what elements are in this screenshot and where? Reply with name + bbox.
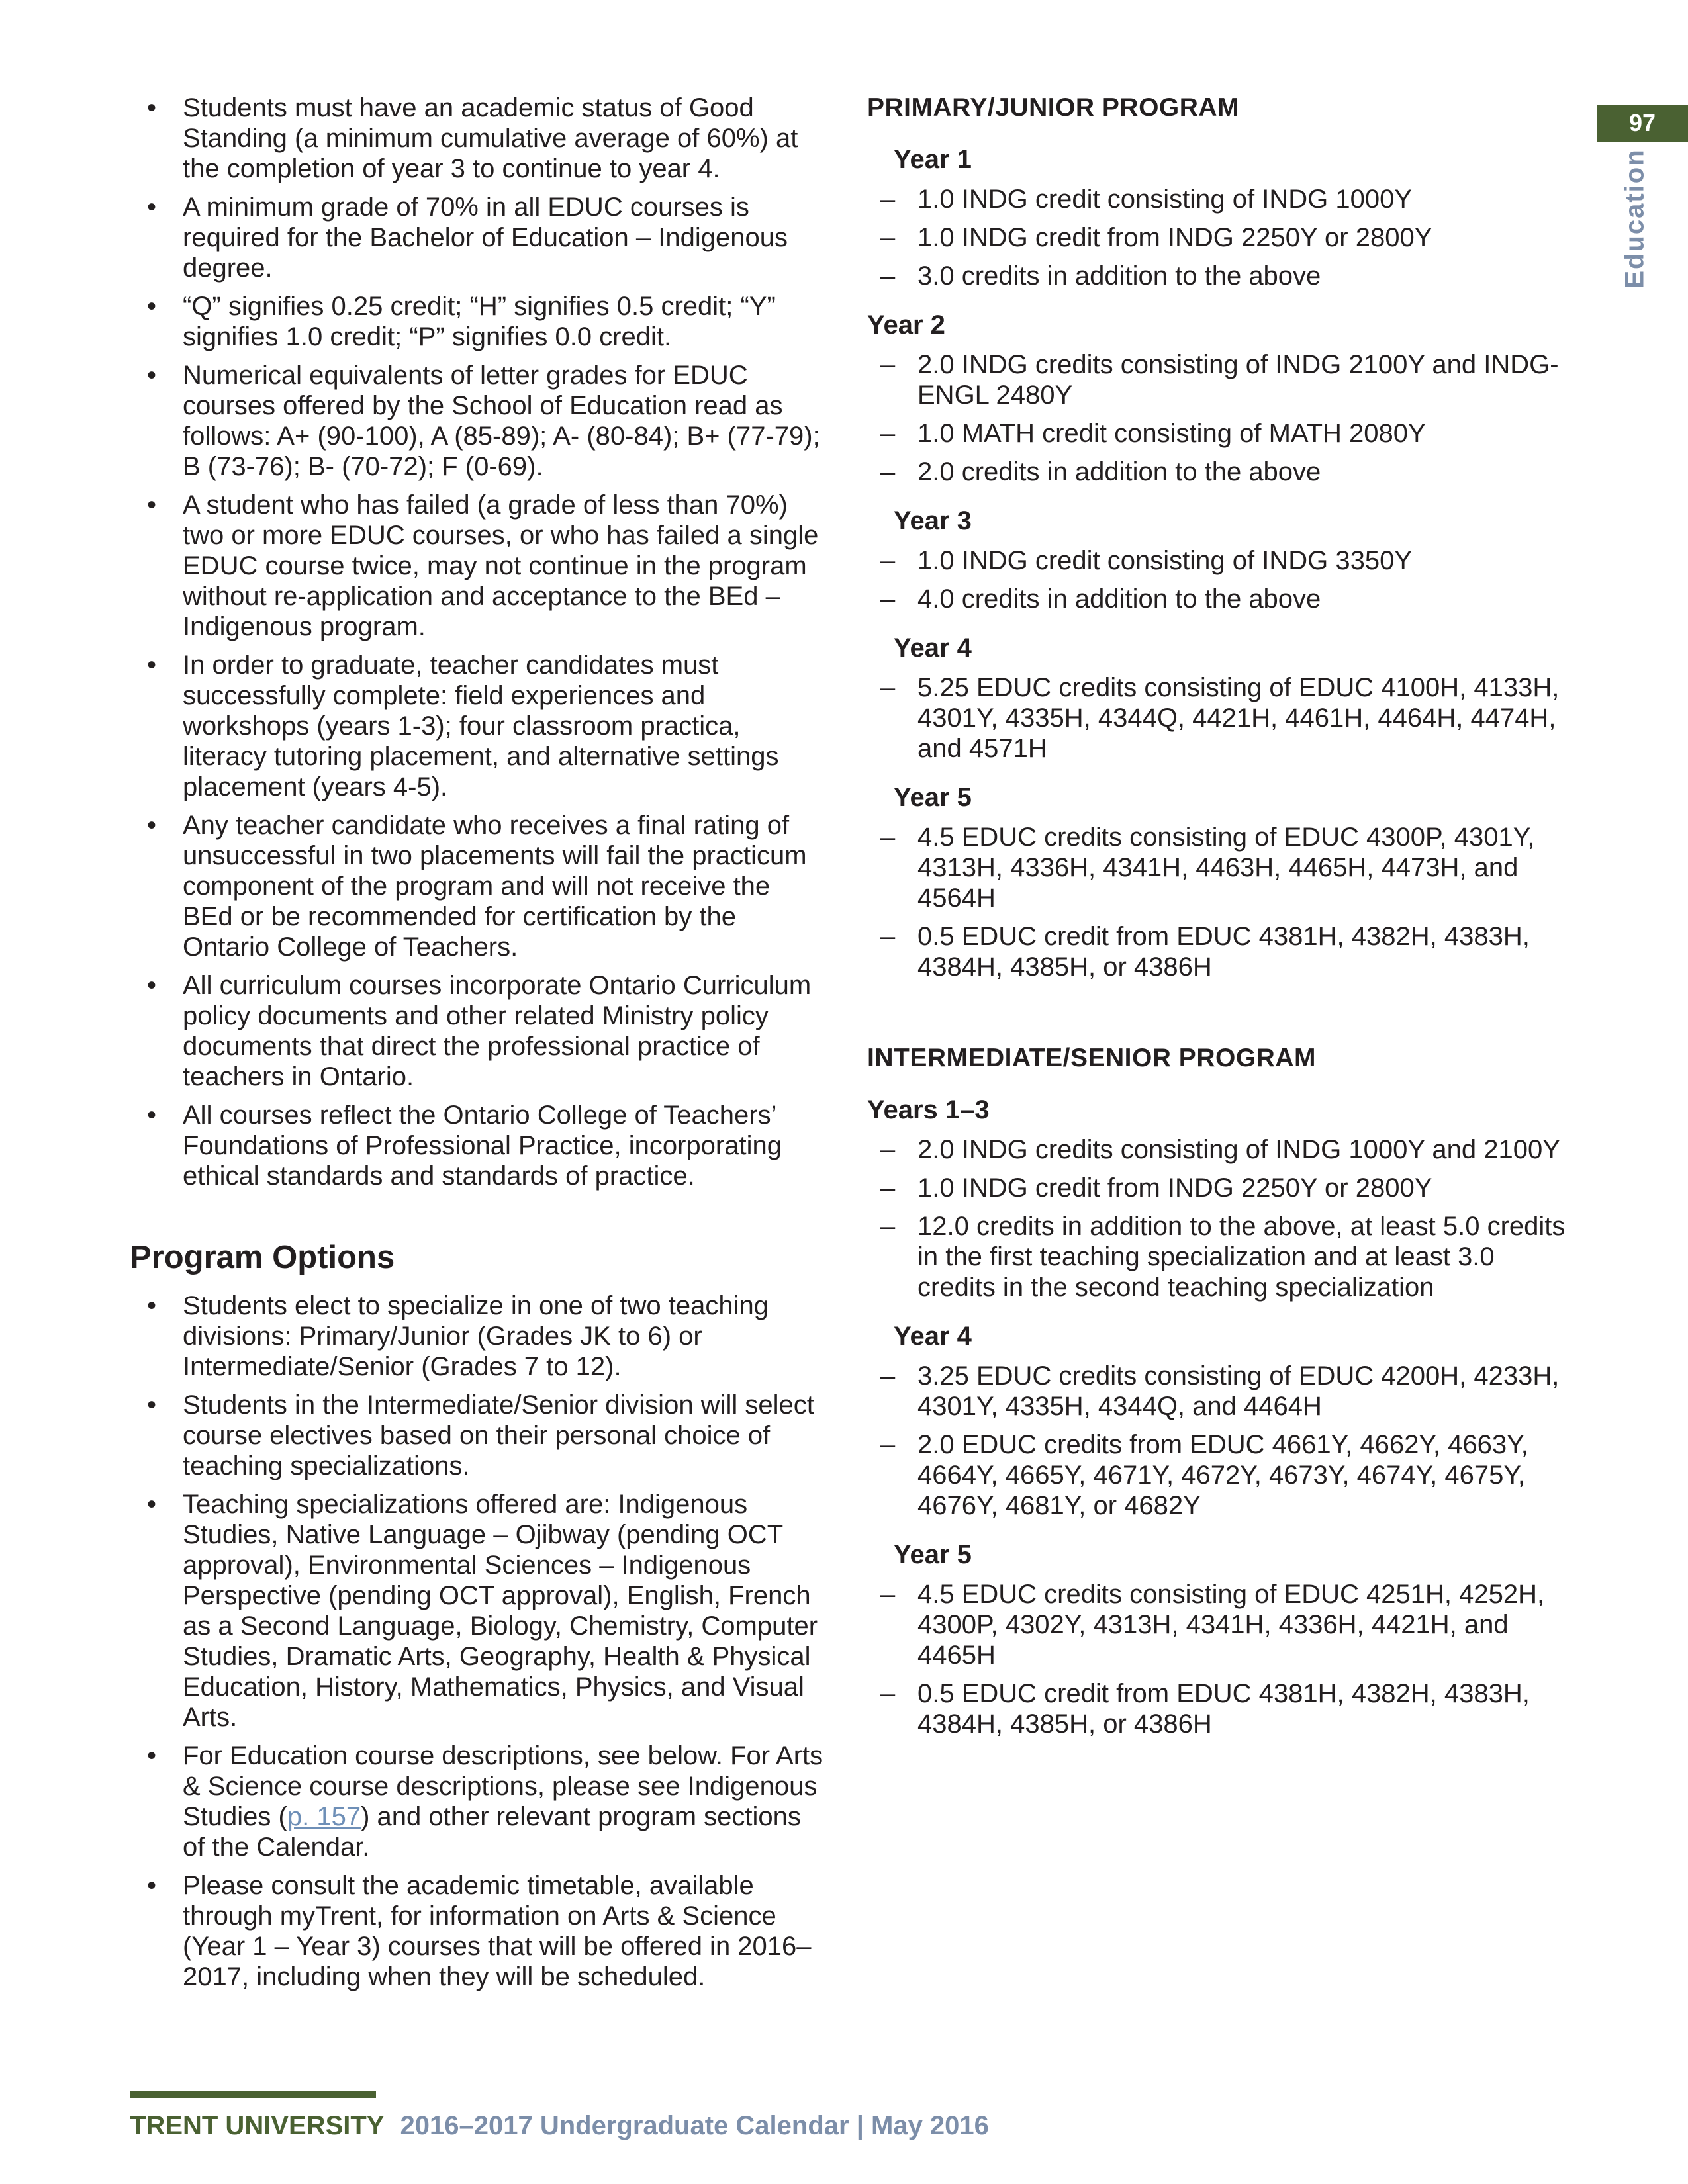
is-years-1-3-list [867,1134,1569,1302]
page-number: 97 [1597,105,1688,142]
list-item: – 5.25 EDUC credits consisting of EDUC 4100H, 4133H, 4301Y, 4335H, 4344Q, 4421H, 4461H, 4464H, 4474H, and 4571H [867,672,1569,764]
list-item: • Please consult the academic timetable, available through myTrent, for information on Arts & Science (Year 1 – Year 3) courses that will be offered in 2016–2017, including when they will be scheduled. [130,1870,825,1992]
footer-rule [130,2091,376,2098]
list-item: • Any teacher candidate who receives a final rating of unsuccessful in two placements will fail the practicum component of the program and will not receive the BEd or be recommended for certification by the Ontario College of Teachers. [130,810,825,962]
indigenous-studies-page-link[interactable]: p. 157 [287,1802,361,1831]
list-item: • All curriculum courses incorporate Ontario Curriculum policy documents and other related Ministry policy documents that direct the professional practice of teachers in Ontario. [130,970,825,1092]
list-item: – 3.25 EDUC credits consisting of EDUC 4200H, 4233H, 4301Y, 4335H, 4344Q, and 4464H [867,1361,1569,1422]
program-options-list [130,1291,825,1992]
left-column [130,93,825,2000]
list-item: – 2.0 INDG credits consisting of INDG 1000Y and 2100Y [867,1134,1569,1165]
list-item: – 2.0 EDUC credits from EDUC 4661Y, 4662Y, 4663Y, 4664Y, 4665Y, 4671Y, 4672Y, 4673Y, 4674Y, 4675Y, 4676Y, 4681Y, or 4682Y [867,1430,1569,1521]
is-year-4-heading: Year 4 [894,1322,972,1351]
pj-year-1-heading: Year 1 [894,145,972,174]
pj-year-4-list [867,672,1569,764]
right-column [867,93,1569,1758]
desc-text-before: For Education course descriptions, see below. For Arts & Science course descriptions, please see Indigenous Studies ( [183,1741,823,1831]
list-item: – 4.0 credits in addition to the above [867,584,1569,614]
list-item: • Students elect to specialize in one of two teaching divisions: Primary/Junior (Grades JK to 6) or Intermediate/Senior (Grades 7 to 12). [130,1291,825,1382]
list-item [130,1741,825,1862]
list-item: – 2.0 INDG credits consisting of INDG 2100Y and INDG-ENGL 2480Y [867,349,1569,410]
list-item: • All courses reflect the Ontario College of Teachers’ Foundations of Professional Practice, incorporating ethical standards and standards of practice. [130,1100,825,1191]
list-item: – 1.0 INDG credit consisting of INDG 1000Y [867,184,1569,214]
pj-year-2-heading: Year 2 [867,310,945,340]
is-year-4-list [867,1361,1569,1521]
list-item: • A student who has failed (a grade of less than 70%) two or more EDUC courses, or who has failed a single EDUC course twice, may not continue in the program without re-application and acceptance to the BEd – Indigenous program. [130,490,825,642]
list-item: – 1.0 MATH credit consisting of MATH 2080Y [867,418,1569,449]
list-item: • A minimum grade of 70% in all EDUC courses is required for the Bachelor of Education – Indigenous degree. [130,192,825,283]
footer-calendar: 2016–2017 Undergraduate Calendar | May 2016 [400,2111,989,2140]
list-item: – 1.0 INDG credit consisting of INDG 3350Y [867,545,1569,576]
list-item: – 0.5 EDUC credit from EDUC 4381H, 4382H, 4383H, 4384H, 4385H, or 4386H [867,921,1569,982]
list-item: – 1.0 INDG credit from INDG 2250Y or 2800Y [867,222,1569,253]
list-item: – 3.0 credits in addition to the above [867,261,1569,291]
pj-year-3-list [867,545,1569,614]
is-year-5-list [867,1579,1569,1739]
list-item: • Students in the Intermediate/Senior division will select course electives based on their personal choice of teaching specializations. [130,1390,825,1481]
list-item: • Numerical equivalents of letter grades for EDUC courses offered by the School of Education read as follows: A+ (90-100), A (85-89); A- (80-84); B+ (77-79); B (73-76); B- (70-72); F (0-69). [130,360,825,482]
list-item: – 4.5 EDUC credits consisting of EDUC 4251H, 4252H, 4300P, 4302Y, 4313H, 4341H, 4336H, 4421H, and 4465H [867,1579,1569,1670]
pj-year-2-list [867,349,1569,487]
list-item: – 0.5 EDUC credit from EDUC 4381H, 4382H, 4383H, 4384H, 4385H, or 4386H [867,1678,1569,1739]
pj-year-3-heading: Year 3 [894,506,972,535]
list-item: • Students must have an academic status of Good Standing (a minimum cumulative average of 60%) at the completion of year 3 to continue to year 4. [130,93,825,184]
is-year-5-heading: Year 5 [894,1540,972,1569]
page-footer [130,2111,989,2141]
list-item: – 2.0 credits in addition to the above [867,457,1569,487]
intermediate-senior-heading: INTERMEDIATE/SENIOR PROGRAM [867,1044,1316,1072]
requirements-list [130,93,825,1191]
list-item: – 1.0 INDG credit from INDG 2250Y or 2800Y [867,1173,1569,1203]
pj-year-5-list [867,822,1569,982]
pj-year-4-heading: Year 4 [894,633,972,662]
pj-year-1-list [867,184,1569,291]
list-item: • “Q” signifies 0.25 credit; “H” signifies 0.5 credit; “Y” signifies 1.0 credit; “P” signifies 0.0 credit. [130,291,825,352]
pj-year-5-heading: Year 5 [894,783,972,812]
list-item: – 4.5 EDUC credits consisting of EDUC 4300P, 4301Y, 4313H, 4336H, 4341H, 4463H, 4465H, 4473H, and 4564H [867,822,1569,913]
desc-text-after: ) and other relevant program sections of the Calendar. [183,1802,801,1862]
program-options-heading: Program Options [130,1240,395,1275]
is-years-1-3-heading: Years 1–3 [867,1095,990,1124]
section-side-label: Education [1620,148,1650,289]
list-item: • Teaching specializations offered are: Indigenous Studies, Native Language – Ojibway (pending OCT approval), Environmental Sciences – Indigenous Perspective (pending OCT approval), English, French as a Second Language, Biology, Chemistry, Computer Studies, Dramatic Arts, Geography, Health & Physical Education, History, Mathematics, Physics, and Visual Arts. [130,1489,825,1733]
footer-university: TRENT UNIVERSITY [130,2111,385,2140]
list-item: – 12.0 credits in addition to the above, at least 5.0 credits in the first teaching specialization and at least 3.0 credits in the second teaching specialization [867,1211,1569,1302]
list-item: • In order to graduate, teacher candidates must successfully complete: field experiences and workshops (years 1-3); four classroom practica, literacy tutoring placement, and alternative settings placement (years 4-5). [130,650,825,802]
primary-junior-heading: PRIMARY/JUNIOR PROGRAM [867,93,1240,122]
